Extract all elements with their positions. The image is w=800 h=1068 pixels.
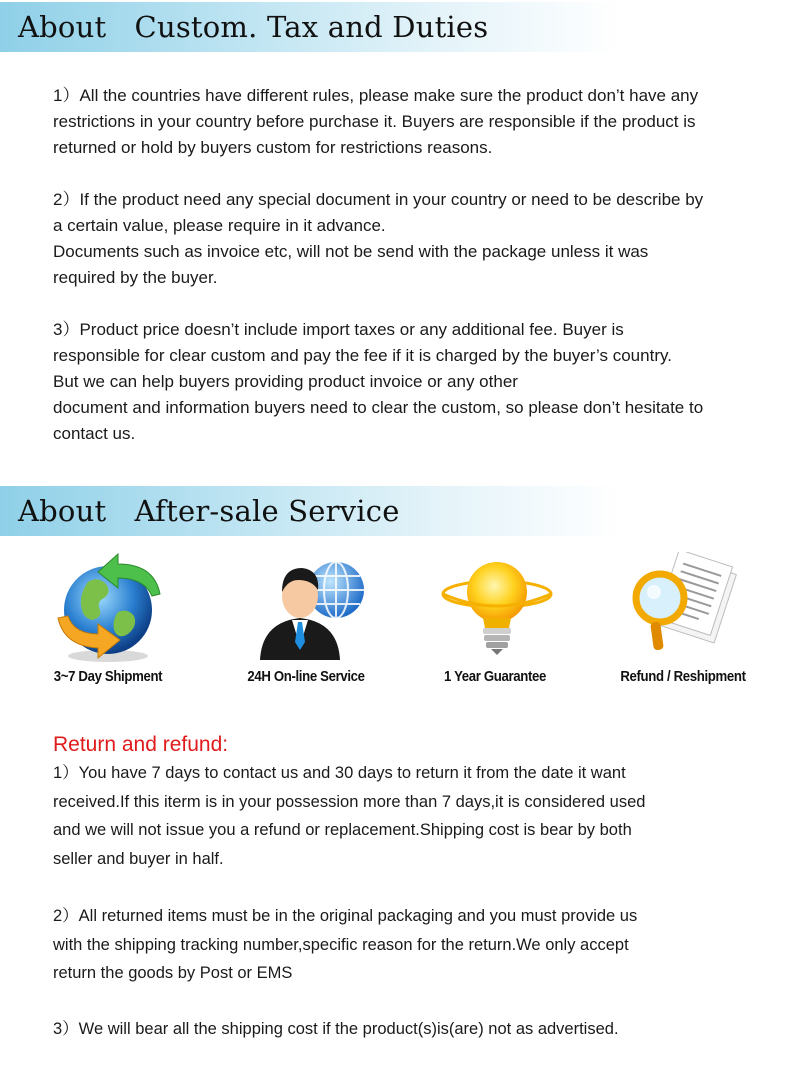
customs-title: About Custom. Tax and Duties <box>18 10 489 44</box>
text-line: responsible for clear custom and pay the fee if it is charged by the buyer’s country. <box>53 346 672 365</box>
customs-banner <box>0 2 620 52</box>
text-line: restrictions in your country before purchase it. Buyers are responsible if the product is <box>53 112 696 131</box>
text-line: 3）We will bear all the shipping cost if the product(s)is(are) not as advertised. <box>53 1020 619 1038</box>
text-line: return the goods by Post or EMS <box>53 964 293 982</box>
refund-item-3 <box>53 1015 753 1044</box>
text-line: But we can help buyers providing product invoice or any other <box>53 372 518 391</box>
text-line: contact us. <box>53 424 136 443</box>
service-label: 3~7 Day Shipment <box>53 668 163 685</box>
aftersale-title: About After-sale Service <box>18 494 400 528</box>
refund-title: Return and refund: <box>53 733 229 756</box>
light-bulb-icon <box>435 552 555 664</box>
text-line: 1）You have 7 days to contact us and 30 days to return it from the date it want <box>53 764 626 782</box>
text-line: 3）Product price doesn’t include import taxes or any additional fee. Buyer is <box>53 320 624 339</box>
customs-item-1 <box>53 83 753 161</box>
service-online <box>216 552 396 697</box>
service-refund <box>593 552 773 697</box>
service-label: Refund / Reshipment <box>620 668 746 685</box>
text-line: seller and buyer in half. <box>53 849 224 868</box>
text-line: received.If this iterm is in your possession more than 7 days,it is considered used <box>53 792 646 811</box>
support-agent-icon <box>246 552 366 664</box>
text-line: 2）If the product need any special document in your country or need to be describe by <box>53 190 704 209</box>
service-shipment <box>18 552 198 697</box>
customs-item-3 <box>53 317 753 447</box>
service-label: 1 Year Guarantee <box>444 668 546 685</box>
magnifier-documents-icon <box>618 552 748 664</box>
text-line: 1）All the countries have different rules, please make sure the product don’t have any <box>53 86 699 105</box>
text-line: a certain value, please require in it advance. <box>53 216 386 235</box>
refund-item-2 <box>53 902 753 988</box>
service-label: 24H On-line Service <box>247 668 365 685</box>
text-line: with the shipping tracking number,specific reason for the return.We only accept <box>53 935 629 954</box>
text-line: document and information buyers need to clear the custom, so please don’t hesitate to <box>53 398 704 417</box>
customs-item-2 <box>53 187 753 291</box>
text-line: 2）All returned items must be in the original packaging and you must provide us <box>53 907 638 925</box>
globe-arrows-icon <box>48 552 168 664</box>
text-line: Documents such as invoice etc, will not be send with the package unless it was <box>53 242 649 261</box>
aftersale-banner <box>0 486 620 536</box>
text-line: returned or hold by buyers custom for restrictions reasons. <box>53 138 493 157</box>
refund-item-1 <box>53 759 753 873</box>
text-line: required by the buyer. <box>53 268 218 287</box>
service-icons-row <box>0 552 800 697</box>
text-line: and we will not issue you a refund or replacement.Shipping cost is bear by both <box>53 821 632 839</box>
service-guarantee <box>405 552 585 697</box>
